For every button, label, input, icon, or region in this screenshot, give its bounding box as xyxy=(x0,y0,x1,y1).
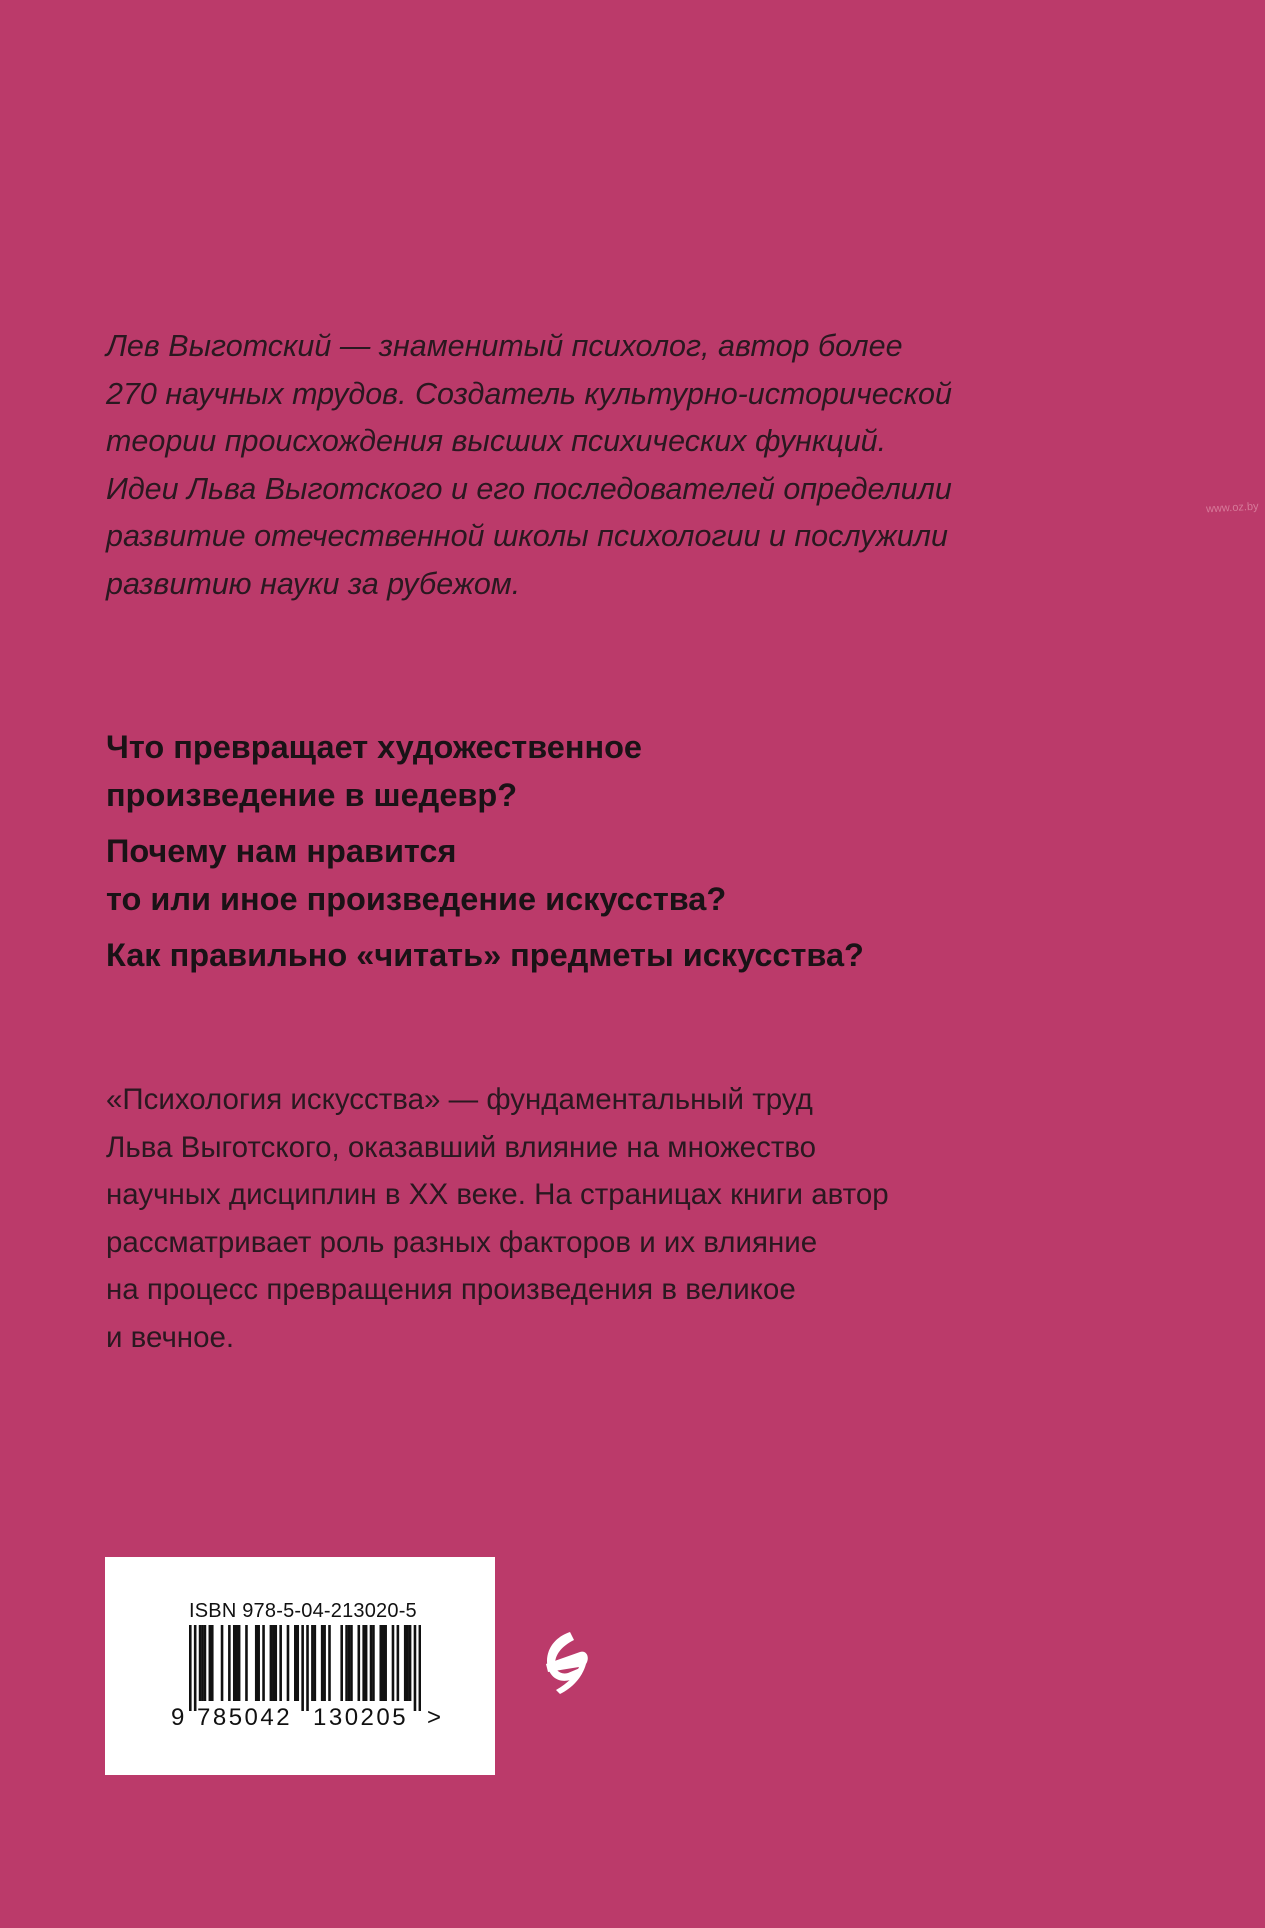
question-1 xyxy=(106,723,1156,819)
barcode-bars xyxy=(189,1625,421,1711)
barcode-bar xyxy=(199,1625,202,1701)
barcode-bar xyxy=(321,1625,324,1701)
barcode-bar xyxy=(348,1625,351,1701)
barcode-bar xyxy=(362,1625,365,1701)
barcode-first-digit: 9 xyxy=(171,1704,185,1731)
description-line: на процесс превращения произведения в великое xyxy=(106,1273,796,1306)
author-bio-line: 270 научных трудов. Создатель культурно-исторической xyxy=(106,376,952,411)
barcode-bar xyxy=(340,1625,343,1701)
barcode-bar xyxy=(372,1625,375,1701)
barcode-bar xyxy=(272,1625,275,1701)
barcode-bar xyxy=(345,1625,348,1701)
barcode-bar xyxy=(365,1625,368,1701)
description-line: «Психология искусства» — фундаментальный труд xyxy=(106,1083,813,1116)
key-questions xyxy=(106,723,1156,987)
question-line: Почему нам нравится xyxy=(106,833,457,869)
barcode-bar xyxy=(235,1625,238,1701)
barcode-bar xyxy=(350,1625,353,1701)
question-line: то или иное произведение искусства? xyxy=(106,881,727,917)
barcode-bar xyxy=(201,1625,204,1701)
barcode-bar xyxy=(287,1625,290,1701)
barcode-bar xyxy=(270,1625,273,1701)
barcode-bar xyxy=(245,1625,248,1701)
barcode-bar xyxy=(409,1625,412,1701)
barcode-bar xyxy=(358,1625,361,1701)
question-line: Как правильно «читать» предметы искусства? xyxy=(106,937,864,973)
author-bio-line: развитию науки за рубежом. xyxy=(106,566,521,601)
barcode-bar xyxy=(370,1625,373,1701)
barcode-bar xyxy=(404,1625,407,1701)
isbn-label: ISBN 978-5-04-213020-5 xyxy=(189,1600,417,1622)
barcode-bar xyxy=(306,1625,309,1711)
question-line: произведение в шедевр? xyxy=(106,777,518,813)
barcode-bar xyxy=(262,1625,265,1701)
watermark: www.oz.by xyxy=(1206,500,1260,516)
author-bio xyxy=(106,323,1106,608)
author-bio-line: развитие отечественной школы психологии и послужили xyxy=(106,519,948,553)
description-line: научных дисциплин в XX веке. На страницах книги автор xyxy=(106,1178,889,1211)
question-2 xyxy=(106,827,1156,923)
book-description xyxy=(106,1076,1156,1361)
barcode-bar xyxy=(209,1625,212,1701)
barcode-bar xyxy=(238,1625,241,1701)
publisher-logo-icon xyxy=(540,1628,590,1700)
barcode-bar xyxy=(379,1625,382,1701)
barcode-bar xyxy=(255,1625,258,1701)
barcode-bar xyxy=(323,1625,326,1701)
barcode-right-group: 130205 xyxy=(313,1704,409,1731)
barcode-bar xyxy=(397,1625,400,1701)
barcode-bar xyxy=(189,1625,192,1711)
barcode-bar xyxy=(204,1625,207,1701)
barcode-bar xyxy=(279,1625,282,1701)
barcode-bar xyxy=(296,1625,299,1701)
barcode-bar xyxy=(419,1625,421,1711)
author-bio-line: Лев Выготский — знаменитый психолог, автор более xyxy=(106,329,903,363)
barcode-bar xyxy=(211,1625,214,1701)
barcode-bar xyxy=(274,1625,277,1701)
barcode-bar xyxy=(228,1625,231,1701)
barcode-bar xyxy=(311,1625,314,1701)
barcode-left-group: 785042 xyxy=(197,1704,293,1731)
barcode-panel xyxy=(105,1557,495,1775)
barcode-bar xyxy=(257,1625,260,1701)
barcode-bar xyxy=(328,1625,331,1701)
barcode-bar xyxy=(314,1625,317,1701)
barcode-bar xyxy=(406,1625,409,1701)
question-line: Что превращает художественное xyxy=(106,729,643,765)
author-bio-line: Идеи Льва Выготского и его последователей определили xyxy=(106,471,952,506)
description-line: и вечное. xyxy=(106,1320,235,1354)
barcode-bar xyxy=(194,1625,197,1711)
description-line: Льва Выготского, оказавший влияние на множество xyxy=(106,1130,817,1164)
question-3 xyxy=(106,931,1156,979)
barcode-bar xyxy=(294,1625,297,1701)
barcode-bar xyxy=(414,1625,417,1711)
barcode-bar xyxy=(301,1625,304,1711)
barcode-bar xyxy=(392,1625,395,1701)
barcode-arrow: > xyxy=(427,1704,442,1731)
author-bio-line: теории происхождения высших психических функций. xyxy=(106,424,887,458)
description-line: рассматривает роль разных факторов и их влияние xyxy=(106,1225,818,1259)
barcode-bar xyxy=(384,1625,387,1701)
barcode-bar xyxy=(233,1625,236,1701)
barcode-bar xyxy=(382,1625,385,1701)
barcode-bar xyxy=(221,1625,224,1701)
